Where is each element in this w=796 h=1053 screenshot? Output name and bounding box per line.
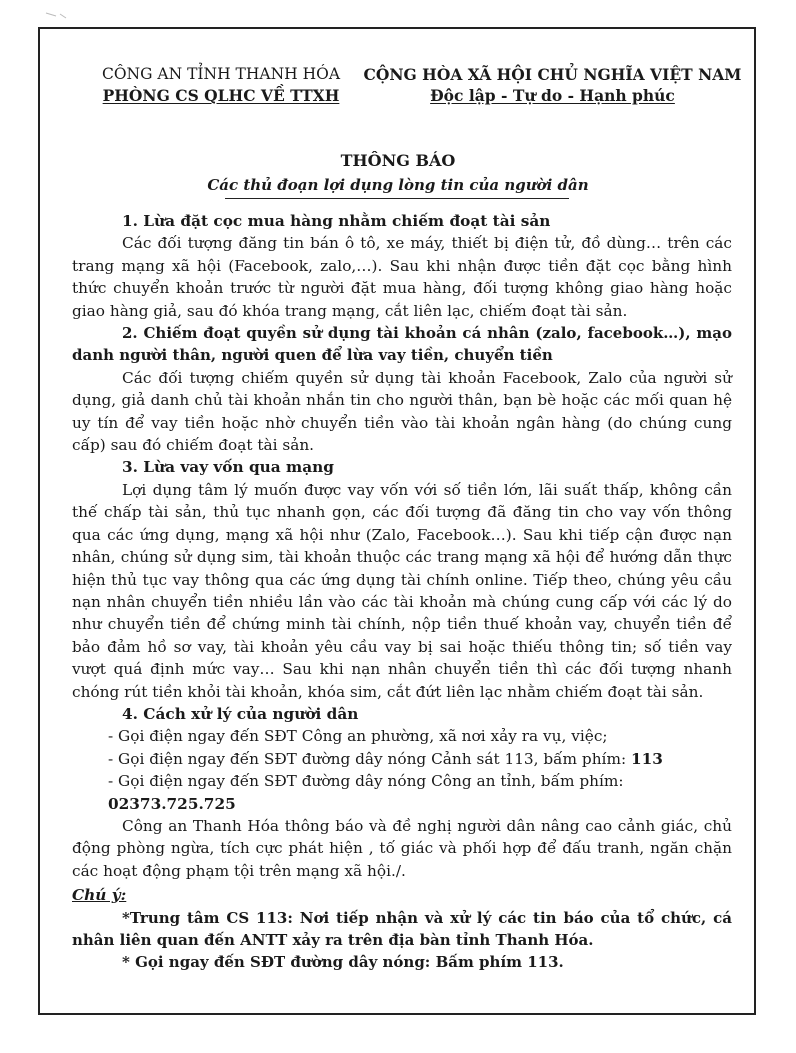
hotline-province: 02373.725.725 [108,794,236,813]
section-1-body: Các đối tượng đăng tin bán ô tô, xe máy, thiết bị điện tử, đồ dùng… trên các trang mạng xã hội (Facebook, zalo,…). Sau khi nhận được tiền đặt cọc bằng hình thức chuyển khoản trước từ người đặt mua hàng, đối tượng không giao hàng hoặc giao hàng giả, sau đó khóa trang mạng, cắt liên lạc, chiếm đoạt tài sản. [72,234,732,320]
action-item-2 [72,748,732,770]
section-4-heading: 4. Cách xử lý của người dân [122,704,359,723]
scan-mark [42,10,82,24]
country-name: CỘNG HÒA XÃ HỘI CHỦ NGHĨA VIỆT NAM [363,65,742,84]
action-item-3-text: - Gọi điện ngay đến SĐT đường dây nóng Công an tỉnh, bấm phím: [108,772,624,791]
document-header [0,64,796,114]
document-body [72,210,732,974]
section-3-body: Lợi dụng tâm lý muốn được vay vốn với số tiền lớn, lãi suất thấp, không cần thế chấp tài sản, thủ tục nhanh gọn, các đối tượng đã đăng tin cho vay vốn thông qua các ứng dụng, mạng xã hội như (Zalo, Facebook…). Sau khi tiếp cận được nạn nhân, chúng sử dụng sim, tài khoản thuộc các trang mạng xã hội để hướng dẫn thực hiện thủ tục vay thông qua các ứng dụng tài chính online. Tiếp theo, chúng yêu cầu nạn nhân chuyển tiền nhiều lần vào các tài khoản mà chúng cung cấp với các lý do như chuyển tiền để chứng minh tài chính, nộp tiền thuế khoản vay, chuyển tiền để bảo đảm hồ sơ vay, tài khoản yêu cầu vay bị sai hoặc thiếu thông tin; số tiền vay vượt quá định mức vay… Sau khi nạn nhân chuyển tiền thì các đối tượng nhanh chóng rút tiền khỏi tài khoản, khóa sim, cắt đứt liên lạc nhằm chiếm đoạt tài sản. [72,480,732,701]
note-line-2: * Gọi ngay đến SĐT đường dây nóng: Bấm phím 113. [122,953,564,972]
subtitle-underline [225,198,569,199]
document-subtitle: Các thủ đoạn lợi dụng lòng tin của người dân [207,176,589,194]
section-1-heading: 1. Lừa đặt cọc mua hàng nhằm chiếm đoạt tài sản [122,212,551,230]
note-label: Chú ý: [72,886,127,905]
section-2-body: Các đối tượng chiếm quyền sử dụng tài khoản Facebook, Zalo của người sử dụng, giả danh chủ tài khoản nhắn tin cho người thân, bạn bè hoặc các mối quan hệ uy tín để vay tiền hoặc nhờ chuyển tiền vào tài khoản ngân hàng (do chúng cung cấp) sau đó chiếm đoạt tài sản. [72,368,732,455]
action-item-2-text: - Gọi điện ngay đến SĐT đường dây nóng Cảnh sát 113, bấm phím: [108,749,631,768]
closing-paragraph: Công an Thanh Hóa thông báo và đề nghị người dân nâng cao cảnh giác, chủ động phòng ngừa, tích cực phát hiện , tố giác và phối hợp để đấu tranh, ngăn chặn các hoạt động phạm tội trên mạng xã hội./. [72,816,732,880]
motto: Độc lập - Tự do - Hạnh phúc [430,86,675,105]
section-3-heading: 3. Lừa vay vốn qua mạng [122,458,334,477]
section-2-heading: 2. Chiếm đoạt quyền sử dụng tài khoản cá nhân (zalo, facebook…), mạo danh người thân, người quen để lừa vay tiền, chuyển tiền [72,324,732,365]
department-name: PHÒNG CS QLHC VỀ TTXH [102,86,340,105]
action-item-1: - Gọi điện ngay đến SĐT Công an phường, xã nơi xảy ra vụ, việc; [108,727,608,746]
action-item-3 [72,770,732,815]
agency-name: CÔNG AN TỈNH THANH HÓA [101,65,341,83]
national-motto [360,64,745,106]
note-line-1: *Trung tâm CS 113: Nơi tiếp nhận và xử lý các tin báo của tổ chức, cá nhân liên quan đến ANTT xảy ra trên địa bàn tỉnh Thanh Hóa. [72,908,732,949]
document-title: THÔNG BÁO [340,151,456,170]
hotline-113: 113 [630,749,663,768]
issuing-agency [96,64,346,106]
